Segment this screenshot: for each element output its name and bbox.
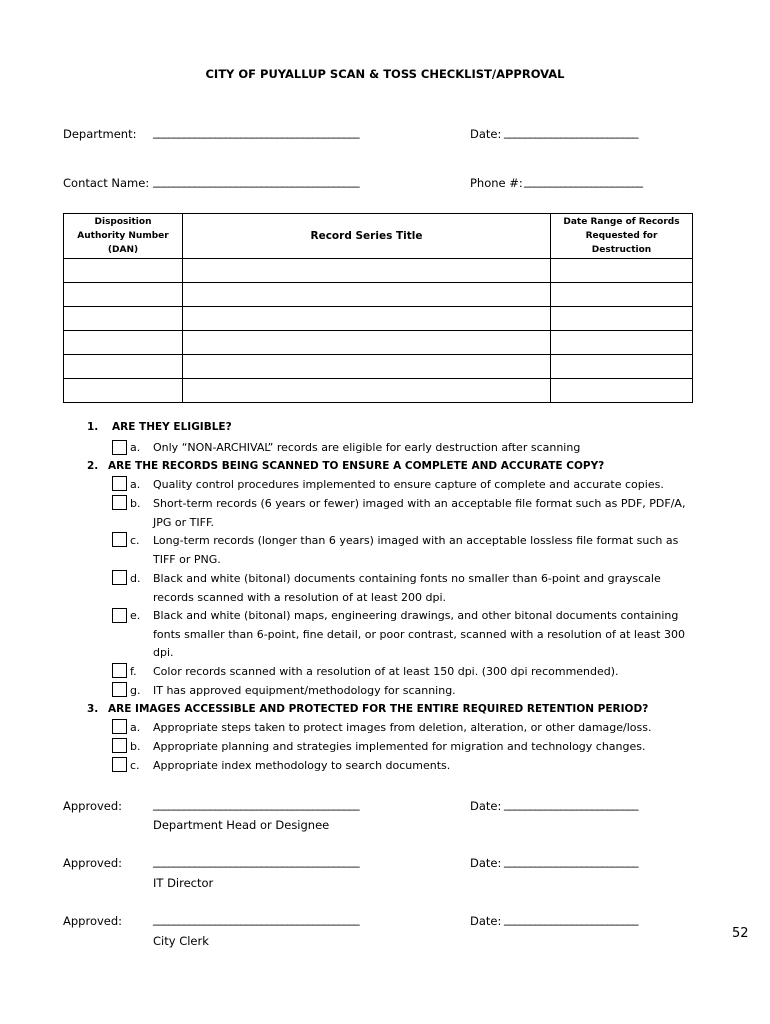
table-cell[interactable] xyxy=(183,379,551,403)
item-3a-text: Appropriate steps taken to protect images from deletion, alteration, or other damage/loss. xyxy=(153,721,652,734)
section-3-number: 3. xyxy=(87,703,99,715)
table-cell[interactable] xyxy=(183,331,551,355)
item-letter: c. xyxy=(130,759,140,772)
col-date-range-header: Date Range of Records Requested for Destruction xyxy=(551,214,693,259)
item-letter: b. xyxy=(130,497,141,510)
department-label: Department: xyxy=(63,127,137,141)
item-letter: f. xyxy=(130,665,137,678)
table-cell[interactable] xyxy=(551,259,693,283)
approval-date-label: Date: xyxy=(470,914,502,928)
section-2-heading: ARE THE RECORDS BEING SCANNED TO ENSURE A COMPLETE AND ACCURATE COPY? xyxy=(108,460,605,472)
table-cell[interactable] xyxy=(183,259,551,283)
section-1-number: 1. xyxy=(87,421,99,433)
checkbox-2f[interactable] xyxy=(112,663,127,678)
page-title: CITY OF PUYALLUP SCAN & TOSS CHECKLIST/APPROVAL xyxy=(205,67,565,81)
item-3c-text: Appropriate index methodology to search documents. xyxy=(153,759,451,772)
approval-date-label: Date: xyxy=(470,799,502,813)
checkbox-2b[interactable] xyxy=(112,495,127,510)
table-header-row xyxy=(64,214,693,259)
item-letter: e. xyxy=(130,609,141,622)
item-letter: a. xyxy=(130,721,141,734)
table-row xyxy=(64,355,693,379)
approved-label: Approved: xyxy=(63,799,123,813)
item-1a-text: Only “NON-ARCHIVAL” records are eligible for early destruction after scanning xyxy=(153,441,581,454)
checkbox-2g[interactable] xyxy=(112,682,127,697)
table-row xyxy=(64,331,693,355)
table-cell[interactable] xyxy=(551,283,693,307)
item-2g-text: IT has approved equipment/methodology for scanning. xyxy=(153,684,456,697)
item-2e-text: Black and white (bitonal) maps, engineering drawings, and other bitonal documents containing fonts smaller than 6-point, fine detail, or poor contrast, scanned with a resolution of at least 300 dpi. xyxy=(153,609,685,660)
approval-date-label: Date: xyxy=(470,856,502,870)
contact-name-label: Contact Name: xyxy=(63,176,150,190)
phone-field[interactable]: _______________________ xyxy=(524,174,643,188)
table-cell[interactable] xyxy=(551,379,693,403)
approval-role: City Clerk xyxy=(153,934,209,948)
date-field[interactable]: __________________________ xyxy=(504,125,638,139)
col-dan-header: Disposition Authority Number (DAN) xyxy=(64,214,183,259)
approval-role: Department Head or Designee xyxy=(153,818,330,832)
item-letter: d. xyxy=(130,572,141,585)
table-cell[interactable] xyxy=(64,355,183,379)
page-number: 52 xyxy=(732,926,749,941)
table-cell[interactable] xyxy=(64,379,183,403)
table-cell[interactable] xyxy=(64,283,183,307)
item-2b-text: Short-term records (6 years or fewer) imaged with an acceptable file format such as PDF, PDF/A, JPG or TIFF. xyxy=(153,497,686,529)
table-row xyxy=(64,379,693,403)
item-letter: b. xyxy=(130,740,141,753)
item-letter: a. xyxy=(130,441,141,454)
approval-date-field[interactable]: __________________________ xyxy=(504,797,638,811)
table-cell[interactable] xyxy=(551,331,693,355)
table-row xyxy=(64,259,693,283)
table-cell[interactable] xyxy=(183,355,551,379)
checkbox-1a[interactable] xyxy=(112,440,127,455)
approval-date-field[interactable]: __________________________ xyxy=(504,854,638,868)
col-series-title-header: Record Series Title xyxy=(183,214,551,259)
approved-label: Approved: xyxy=(63,856,123,870)
department-field[interactable]: ________________________________________ xyxy=(153,125,360,139)
approval-signature-line[interactable]: ________________________________________ xyxy=(153,797,360,811)
approved-label: Approved: xyxy=(63,914,123,928)
checkbox-3a[interactable] xyxy=(112,719,127,734)
table-cell[interactable] xyxy=(64,331,183,355)
approval-date-field[interactable]: __________________________ xyxy=(504,912,638,926)
table-cell[interactable] xyxy=(64,259,183,283)
table-cell[interactable] xyxy=(183,283,551,307)
item-letter: a. xyxy=(130,478,141,491)
table-row xyxy=(64,307,693,331)
table-cell[interactable] xyxy=(183,307,551,331)
checkbox-2a[interactable] xyxy=(112,476,127,491)
approval-signature-line[interactable]: ________________________________________ xyxy=(153,854,360,868)
item-3b-text: Appropriate planning and strategies implemented for migration and technology changes. xyxy=(153,740,646,753)
item-2a-text: Quality control procedures implemented to ensure capture of complete and accurate copies. xyxy=(153,478,664,491)
section-1-heading: ARE THEY ELIGIBLE? xyxy=(112,421,232,433)
item-2c-text: Long-term records (longer than 6 years) imaged with an acceptable lossless file format such as TIFF or PNG. xyxy=(153,534,679,566)
checkbox-3c[interactable] xyxy=(112,757,127,772)
checkbox-2e[interactable] xyxy=(112,608,127,623)
phone-label: Phone #: xyxy=(470,176,523,190)
approval-signature-line[interactable]: ________________________________________ xyxy=(153,912,360,926)
table-row xyxy=(64,283,693,307)
item-2f-text: Color records scanned with a resolution of at least 150 dpi. (300 dpi recommended). xyxy=(153,665,619,678)
records-table xyxy=(63,213,693,403)
approval-role: IT Director xyxy=(153,876,214,890)
checkbox-2c[interactable] xyxy=(112,532,127,547)
table-cell[interactable] xyxy=(551,307,693,331)
section-2-number: 2. xyxy=(87,460,99,472)
table-cell[interactable] xyxy=(64,307,183,331)
table-cell[interactable] xyxy=(551,355,693,379)
section-3-heading: ARE IMAGES ACCESSIBLE AND PROTECTED FOR THE ENTIRE REQUIRED RETENTION PERIOD? xyxy=(108,703,649,715)
contact-name-field[interactable]: ________________________________________ xyxy=(153,174,360,188)
item-2d-text: Black and white (bitonal) documents containing fonts no smaller than 6-point and grayscale records scanned with a resolution of at least 200 dpi. xyxy=(153,572,661,604)
checkbox-3b[interactable] xyxy=(112,738,127,753)
date-label: Date: xyxy=(470,127,502,141)
checkbox-2d[interactable] xyxy=(112,570,127,585)
item-letter: g. xyxy=(130,684,141,697)
item-letter: c. xyxy=(130,534,140,547)
